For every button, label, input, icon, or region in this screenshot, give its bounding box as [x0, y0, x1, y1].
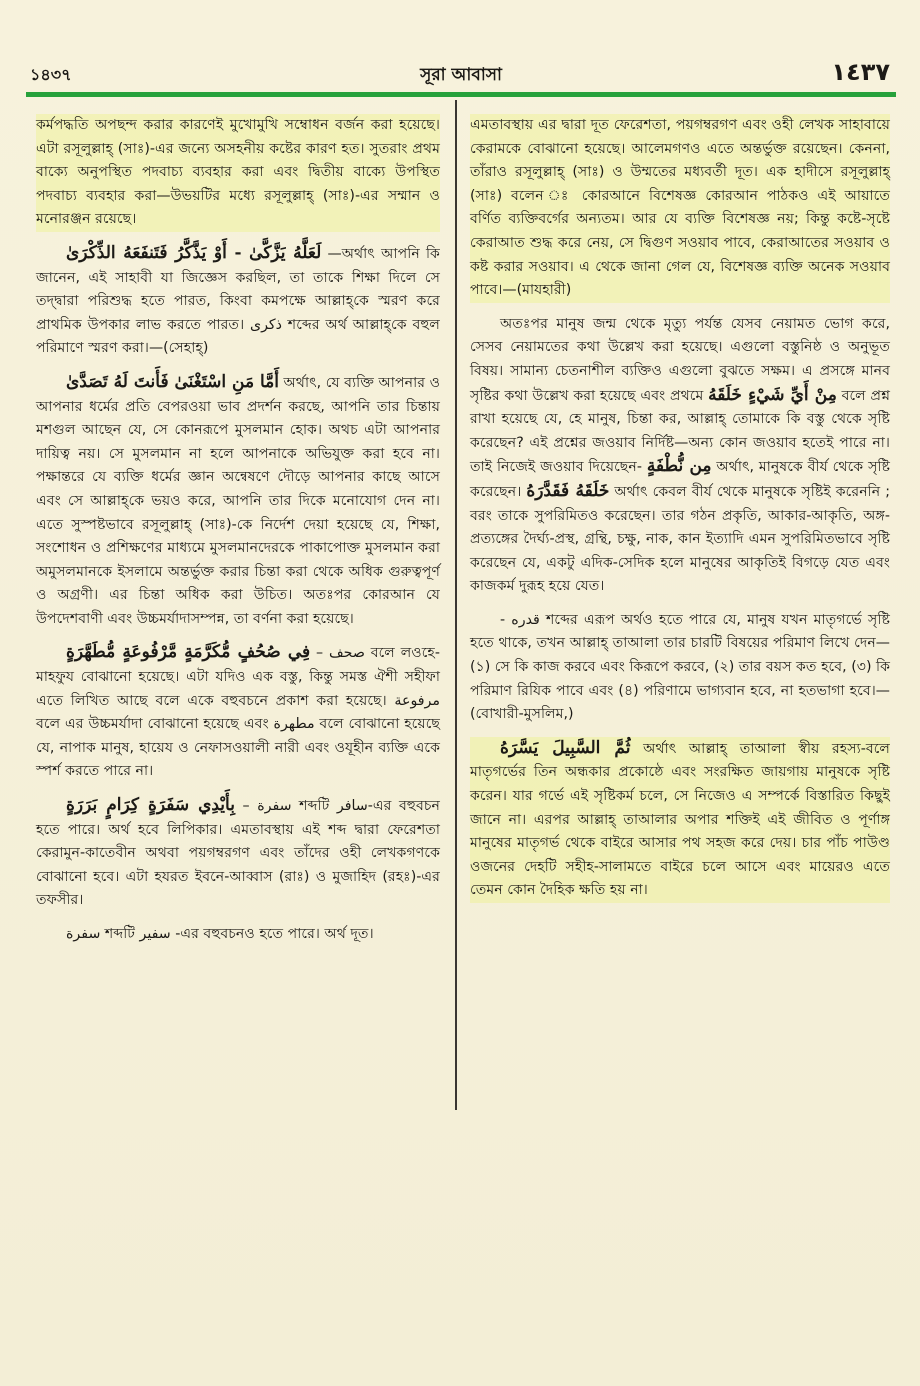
arabic-verse: ثُمَّ السَّبِيلَ يَسَّرَهُ	[500, 737, 631, 758]
right-paragraph-3	[470, 609, 890, 727]
right-paragraph-1	[470, 114, 890, 303]
right-paragraph-4	[470, 737, 890, 903]
paragraph-text: অর্থাৎ আল্লাহ্ তাআলা স্বীয় রহস্য-বলে মাতৃগর্ভের তিন অন্ধকার প্রকোষ্ঠে এবং সংরক্ষিত জায়গায় মানুষকে সৃষ্টি করেন। যার গর্ভে এই সৃষ্টিকর্ম চলে, সে নিজেও এ সম্পর্কে বিস্তারিত কিছুই জানে না। এরপর আল্লাহ্ তাআলার অপার শক্তিই এই জীবিত ও পূর্ণাঙ্গ মানুষের মাতৃগর্ভ থেকে বাইরে আসার পথ সহজ করে দেয়। চার পাঁচ পাউণ্ড ওজনের দেহটি সহীহ-সালামতে বাইরে চলে আসে এবং মায়েরও এতে তেমন কোন দৈহিক ক্ষতি হয় না।	[470, 740, 891, 899]
left-paragraph-1	[36, 114, 440, 232]
page-number-arabic: ١٤٣٧	[831, 58, 890, 86]
arabic-verse: أَمَّا مَنِ اسْتَغْنَىٰ فَأَنتَ لَهُ تَصَدَّىٰ	[66, 371, 279, 392]
left-paragraph-4	[36, 641, 440, 784]
header-rule	[26, 92, 896, 97]
left-paragraph-5	[36, 794, 440, 913]
arabic-verse: بِأَيْدِي سَفَرَةٍ كِرَامٍ بَرَرَةٍ	[66, 795, 235, 816]
right-column	[470, 114, 890, 908]
paragraph-text: কর্মপদ্ধতি অপছন্দ করার কারণেই মুখোমুখি সম্বোধন বর্জন করা হয়েছে। এটা রসূলুল্লাহ্ (সাঃ)-এর জন্যে অসহনীয় কষ্টের কারণ হত। সুতরাং প্রথম বাক্যে অনুপস্থিত পদবাচ্য ব্যবহার করা এবং দ্বিতীয় বাক্যে উপস্থিত পদবাচ্য ব্যবহার করা—উভয়টির মধ্যে রসূলুল্লাহ্ (সাঃ)-এর সম্মান ও মনোরঞ্জন রয়েছে।	[36, 117, 440, 228]
paragraph-text: سفرة শব্দটি سفير -এর বহুবচনও হতে পারে। অর্থ দূত।	[66, 926, 374, 942]
left-column	[36, 114, 440, 952]
paragraph-text: – صحف বলে লওহে-মাহফুয বোঝানো হয়েছে। এটা যদিও এক বস্তু, কিন্তু সমস্ত ঐশী সহীফা এতে লিখিত আছে বলে একে বহুবচনে প্রকাশ করা হয়েছে। مرفوعة বলে এর উচ্চমর্যাদা বোঝানো হয়েছে এবং مطهرة বলে বোঝানো হয়েছে যে, নাপাক মানুষ, হায়েয ও নেফাসওয়ালী নারী এবং ওযূহীন ব্যক্তি একে স্পর্শ করতে পারে না।	[36, 645, 440, 780]
paragraph-text: অর্থাৎ কেবল বীর্য থেকে মানুষকে সৃষ্টিই করেননি ; বরং তাকে সুপরিমিতও করেছেন। তার গঠন প্রকৃতি, আকার-আকৃতি, অঙ্গ-প্রত্যঙ্গের দৈর্ঘ্য-প্রস্থ, গ্রন্থি, চক্ষু, নাক, কান ইত্যাদি এমন সুপরিমিতভাবে সৃষ্টি করেছেন যে, একটু এদিক-সেদিক হলে মানুষের আকৃতিই বিগড়ে যেত এবং কাজকর্ম দুরূহ হয়ে যেত।	[470, 483, 890, 595]
paragraph-text: – سفرة শব্দটি سافر-এর বহুবচন হতে পারে। অর্থ হবে লিপিকার। এমতাবস্থায় এই শব্দ দ্বারা ফেরেশতা কেরামুন-কাতেবীন অথবা পয়গম্বরগণ এবং তাঁদের ওহী লেখকগণকে বোঝানো হবে। এটা হযরত ইবনে-আব্বাস (রাঃ) ও মুজাহিদ (রহঃ)-এর তফসীর।	[36, 798, 440, 909]
paragraph-text: অতঃপর মানুষ জন্ম থেকে মৃত্যু পর্যন্ত যেসব নেয়ামত ভোগ করে, সেসব নেয়ামতের কথা উল্লেখ করা হয়েছে। এগুলো বস্তুনিষ্ঠ ও অনুভূত বিষয়। সামান্য চেতনাশীল ব্যক্তিও এগুলো বুঝতে সক্ষম। এ প্রসঙ্গে মানব সৃষ্টির কথা উল্লেখ করা হয়েছে এবং প্রথমে	[470, 315, 890, 404]
left-paragraph-6	[36, 923, 440, 947]
arabic-verse: خَلَقَهُ فَقَدَّرَهُ	[526, 480, 610, 501]
left-paragraph-3	[36, 371, 440, 632]
paragraph-text: —অর্থাৎ আপনি কি জানেন, এই সাহাবী যা জিজ্ঞেস করছিল, তা তাকে শিক্ষা দিলে সে তদ্দ্বারা পরিশুদ্ধ হতে পারত, কিংবা কমপক্ষে আল্লাহ্‌কে স্মরণ করে প্রাথমিক উপকার লাভ করতে পারত। ذكرى শব্দের অর্থ আল্লাহ্‌কে বহুল পরিমাণে স্মরণ করা।—(সেহাহ্)	[36, 245, 440, 357]
paragraph-text: অর্থাৎ, মানুষকে বীর্য থেকে সৃষ্টি করেছেন।	[470, 459, 891, 500]
surah-title: সূরা আবাসা	[420, 65, 502, 85]
paragraph-text: অর্থাৎ, যে ব্যক্তি আপনার ও আপনার ধর্মের প্রতি বেপরওয়া ভাব প্রদর্শন করছে, আপনি তার চিন্তায় মশগুল আছেন যে, সে কোনরূপে মুসলমান হোক। অথচ এটা আপনার দায়িত্ব নয়। সে মুসলমান না হলে আপনাকে অভিযুক্ত করা হবে না। পক্ষান্তরে যে ব্যক্তি ধর্মের জ্ঞান অন্বেষণে দৌড়ে আপনার কাছে আসে এবং সে আল্লাহ্‌কে ভয়ও করে, আপনি তার দিকে মনোযোগ দেন না। এতে সুস্পষ্টভাবে রসূলুল্লাহ্ (সাঃ)-কে নির্দেশ দেয়া হয়েছে যে, শিক্ষা, সংশোধন ও প্রশিক্ষণের মাধ্যমে মুসলমানদেরকে পাকাপোক্ত মুসলমান করা অমুসলমানকে ইসলামে অন্তর্ভুক্ত করার চিন্তা করা থেকে অধিক গুরুত্বপূর্ণ ও অগ্রণী। এর চিন্তা অধিক করা উচিত। অতঃপর কোরআন যে উপদেশবাণী এবং উচ্চমর্যাদাসম্পন্ন, তা বর্ণনা করা হয়েছে।	[36, 374, 441, 627]
arabic-verse: فِي صُحُفٍ مُّكَرَّمَةٍ مَّرْفُوعَةٍ مُّطَهَّرَةٍ	[66, 642, 311, 663]
paragraph-text: বলে প্রশ্ন রাখা হয়েছে যে, হে মানুষ, চিন্তা কর, আল্লাহ্ তোমাকে কি বস্তু থেকে সৃষ্টি করেছেন? এই প্রশ্নের জওয়াব নির্দিষ্ট—অন্য কোন জওয়াব হতেই পারে না। তাই নিজেই জওয়াব দিয়েছেন-	[470, 387, 890, 476]
column-divider	[455, 100, 457, 1110]
page-header	[26, 58, 896, 88]
page-number-bengali: ১৪৩৭	[30, 65, 72, 84]
left-paragraph-2	[36, 242, 440, 361]
arabic-verse: مِن نُّطْفَةٍ	[646, 456, 712, 477]
right-paragraph-2	[470, 313, 890, 599]
paragraph-text: - قدره শব্দের এরূপ অর্থও হতে পারে যে, মানুষ যখন মাতৃগর্ভে সৃষ্টি হতে থাকে, তখন আল্লাহ্ তাআলা তার চারটি বিষয়ের পরিমাণ লিখে দেন—(১) সে কি কাজ করবে এবং কিরূপে করবে, (২) তার বয়স কত হবে, (৩) কি পরিমাণ রিযিক পাবে এবং (৪) পরিণামে ভাগ্যবান হবে, না হতভাগা হবে।—(বোখারী-মুসলিম,)	[470, 611, 890, 723]
arabic-verse: مِنْ أَيِّ شَيْءٍ خَلَقَهُ	[708, 384, 837, 405]
paragraph-text: এমতাবস্থায় এর দ্বারা দূত ফেরেশতা, পয়গম্বরগণ এবং ওহী লেখক সাহাবায়ে কেরামকে বোঝানো হয়েছে। আলেমগণও এতে অন্তর্ভুক্ত রয়েছেন। কেননা, তাঁরাও রসূলুল্লাহ্ (সাঃ) ও উম্মতের মধ্যবর্তী দূত। এক হাদীসে রসূলুল্লাহ্ (সাঃ) বলেন ঃ কোরআনে বিশেষজ্ঞ কোরআন পাঠকও এই আয়াতে বর্ণিত ব্যক্তিবর্গের অন্যতম। আর যে ব্যক্তি বিশেষজ্ঞ নয়; কিন্তু কষ্টে-সৃষ্টে কেরাআত শুদ্ধ করে নেয়, সে দ্বিগুণ সওয়াব পাবে, কেরাআতের সওয়াব ও কষ্ট করার সওয়াব। এ থেকে জানা গেল যে, বিশেষজ্ঞ ব্যক্তি অনেক সওয়াব পাবে।—(মাযহারী)	[470, 117, 890, 299]
arabic-verse: لَعَلَّهُ يَزَّكَّىٰ - أَوْ يَذَّكَّرُ فَتَنفَعَهُ الذِّكْرَىٰ	[66, 242, 322, 263]
